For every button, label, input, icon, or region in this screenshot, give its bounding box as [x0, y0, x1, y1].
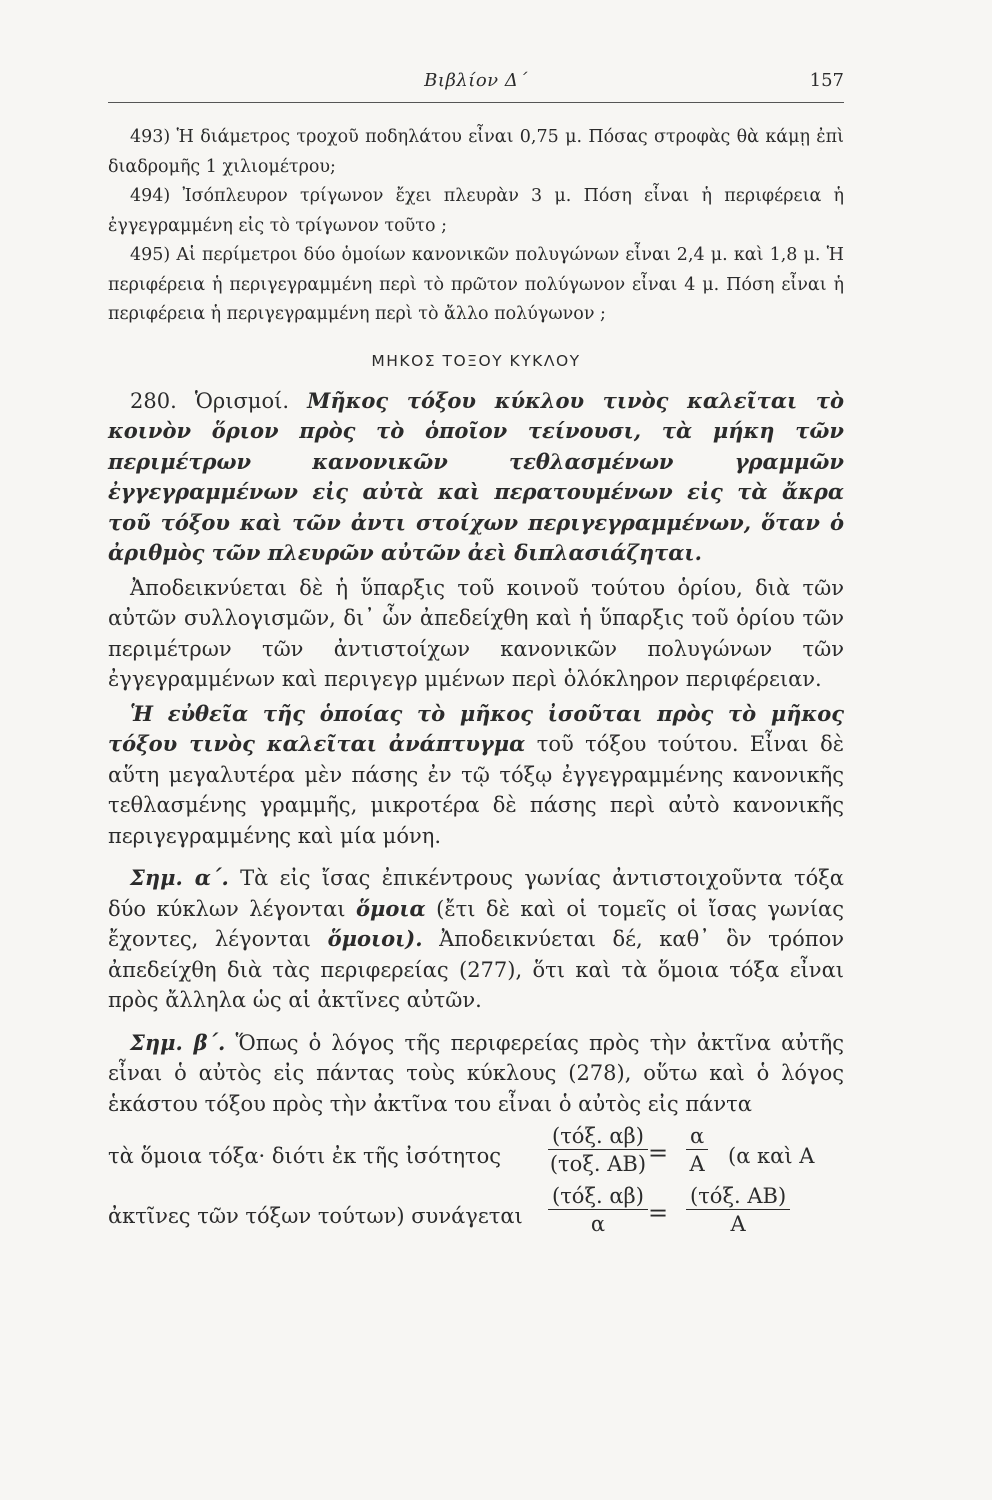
fraction-numerator: α [686, 1123, 708, 1150]
note-a-text-3: Ἀποδεικνύεται δέ, καθ᾿ ὃν τρόπον ἀπεδείχθη διὰ τὰς περιφερείας (277), ὅτι καὶ τὰ ὅμοια τόξα εἶναι πρὸς ἄλληλα ὡς αἱ ἀκτῖνες αὐτῶν. [108, 927, 844, 1012]
equation-1-tail: (α καὶ Α [728, 1144, 815, 1168]
fraction-numerator: (τόξ. αβ) [548, 1183, 648, 1210]
unfolding-text: τοῦ τόξου τούτου. Εἶναι δὲ αὕτη μεγαλυτέρα μὲν πάσης ἐν τῷ τόξῳ ἐγγεγραμμένης κανονικῆς τεθλασμένης γραμμῆς, μικροτέρα δὲ πάσης περὶ αὐτὸ κανονικῆς περιγεγραμμένης καὶ μία μόνη. [108, 732, 844, 848]
fraction-denominator: (τοξ. ΑΒ) [549, 1152, 647, 1176]
fraction-denominator: Α [689, 1152, 705, 1176]
running-header [108, 68, 844, 102]
fraction-denominator: Α [730, 1212, 746, 1236]
equation-line-1 [108, 1123, 844, 1183]
running-title: Βιβλίον Δ΄ [424, 70, 528, 91]
note-a-text-2: (ἔτι δὲ καὶ οἱ τομεῖς οἱ ἴσας γωνίας ἔχοντες, λέγονται [108, 896, 844, 951]
arc-length-definition: Μῆκος τόξου κύκλου τινὸς καλεῖται τὸ κοινὸν ὅριον πρὸς τὸ ὁποῖον τείνουσι, τὰ μήκη τῶν περιμέτρων κανονικῶν τεθλασμένων γραμμῶν ἐγγεγραμμένων εἰς αὐτὰ καὶ περατουμένων εἰς τὰ ἄκρα τοῦ τόξου καὶ τῶν ἀντι στοίχων περιγεγραμμένων, ὅταν ὁ ἀριθμὸς τῶν πλευρῶν αὐτῶν ἀεὶ διπλασιάζηται. [108, 387, 844, 565]
fraction-denominator: α [590, 1212, 606, 1236]
fraction-arc-over-radius [548, 1183, 648, 1238]
section-280 [108, 386, 844, 1244]
exercise-493: 493) Ἡ διάμετρος τροχοῦ ποδηλάτου εἶναι 0,75 μ. Πόσας στροφὰς θὰ κάμῃ ἐπὶ διαδρομῆς 1 χιλιομέτρου; [108, 127, 844, 177]
note-b [108, 1028, 844, 1120]
fraction-radius-ratio [686, 1123, 708, 1178]
header-rule [108, 102, 844, 103]
page [108, 68, 844, 1243]
section-heading: Ὁρισμοί. [194, 388, 290, 413]
equation-1-lead: τὰ ὅμοια τόξα· διότι ἐκ τῆς ἰσότητος [108, 1144, 502, 1168]
term-similar-arcs: ὅμοια [355, 895, 426, 921]
proof-paragraph: Ἀποδεικνύεται δὲ ἡ ὕπαρξις τοῦ κοινοῦ τούτου ὁρίου, διὰ τῶν αὐτῶν συλλογισμῶν, δι᾿ ὧν ἀπεδείχθη καὶ ἡ ὕπαρξις τοῦ ὁρίου τῶν περιμέτρων τῶν ἀντιστοίχων κανονικῶν πολυγώνων τῶν ἐγγεγραμμένων καὶ περιγεγρ μμένων περὶ ὁλόκληρον περιφέρειαν. [108, 575, 844, 691]
exercise-495: 495) Αἱ περίμετροι δύο ὁμοίων κανονικῶν πολυγώνων εἶναι 2,4 μ. καὶ 1,8 μ. Ἡ περιφέρεια ἡ περιγεγραμμένη περὶ τὸ πρῶτον πολύγωνον εἶναι 4 μ. Πόση εἶναι ἡ περιφέρεια ἡ περιγεγραμμένη περὶ τὸ ἄλλο πολύγωνον ; [108, 245, 844, 324]
fraction-big-arc-over-radius [686, 1183, 790, 1238]
section-title: ΜΗΚΟΣ ΤΟΞΟΥ ΚΥΚΛΟΥ [371, 351, 581, 370]
exercise-494: 494) Ἰσόπλευρον τρίγωνον ἔχει πλευρὰν 3 μ. Πόση εἶναι ἡ περιφέρεια ἡ ἐγγεγραμμένη εἰς τὸ τρίγωνον τοῦτο ; [108, 186, 844, 236]
exercises [108, 123, 844, 330]
unfolding-definition: Ἡ εὐθεῖα τῆς ὁποίας τὸ μῆκος ἰσοῦται πρὸς τὸ μῆκος τόξου τινὸς καλεῖται ἀνάπτυγμα [108, 700, 844, 756]
note-a [108, 863, 844, 1016]
equals-sign: = [648, 1139, 669, 1167]
section-number: 280. [130, 388, 177, 413]
fraction-numerator: (τόξ. ΑΒ) [686, 1183, 790, 1210]
note-a-label: Σημ. α΄. [130, 865, 229, 890]
term-similar-sectors: ὅμοιοι). [327, 926, 423, 951]
note-a-text-1: Τὰ εἰς ἴσας ἐπικέντρους γωνίας ἀντιστοιχοῦντα τόξα δύο κύκλων λέγονται [108, 866, 844, 921]
unfolding-paragraph [108, 699, 844, 852]
fraction-arc-ratio [548, 1123, 648, 1178]
equation-line-2 [108, 1183, 844, 1243]
definition-paragraph [108, 386, 844, 569]
note-b-text: Ὅπως ὁ λόγος τῆς περιφερείας πρὸς τὴν ἀκτῖνα αὐτῆς εἶναι ὁ αὐτὸς εἰς πάντας τοὺς κύκλους (278), οὕτω καὶ ὁ λόγος ἑκάστου τόξου πρὸς τὴν ἀκτῖνα του εἶναι ὁ αὐτὸς εἰς πάντα [108, 1030, 844, 1116]
note-b-label: Σημ. β΄. [130, 1029, 226, 1055]
equals-sign: = [648, 1199, 669, 1227]
equation-2-lead: ἀκτῖνες τῶν τόξων τούτων) συνάγεται [108, 1204, 523, 1228]
fraction-numerator: (τόξ. αβ) [548, 1123, 648, 1150]
page-number: 157 [809, 70, 844, 91]
